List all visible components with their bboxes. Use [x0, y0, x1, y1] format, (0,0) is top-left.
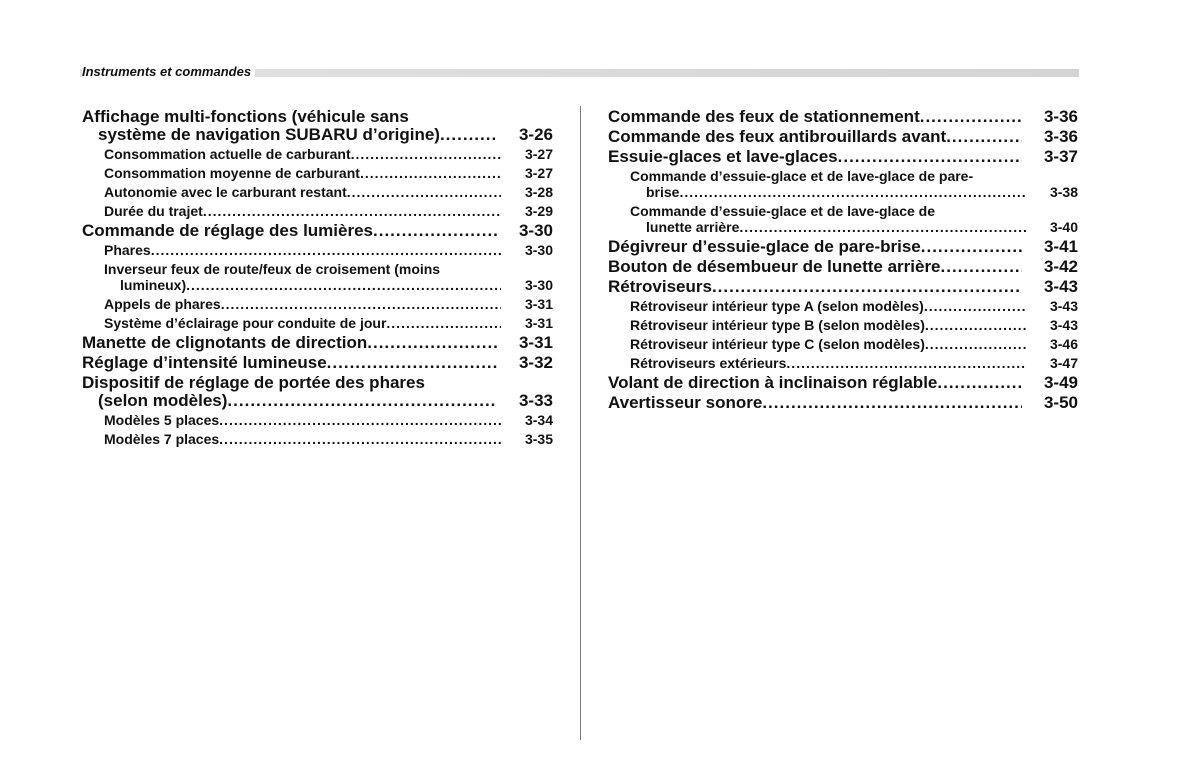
toc-entry[interactable]: [608, 374, 1078, 392]
toc-subentry[interactable]: [608, 317, 1078, 333]
dot-leader: [360, 165, 501, 181]
page-number: 3-30: [524, 277, 553, 293]
toc-entry-text: [608, 108, 1022, 126]
toc-entry[interactable]: [82, 354, 553, 372]
toc-entry-title: Rétroviseur intérieur type C (selon modèles): [630, 336, 925, 352]
page-number: 3-42: [1043, 257, 1078, 276]
toc-entry-title: Rétroviseurs extérieurs: [630, 355, 787, 371]
toc-entry-title: Affichage multi-fonctions (véhicule sans: [82, 108, 409, 126]
page-number: 3-29: [524, 203, 553, 219]
toc-entry-text: [630, 355, 1026, 371]
page-number: 3-36: [1043, 127, 1078, 146]
toc-entry-text: [608, 278, 1022, 296]
page-number: 3-37: [1043, 147, 1078, 166]
dot-leader: [924, 298, 1026, 314]
toc-subentry[interactable]: [82, 184, 553, 200]
page-number: 3-31: [524, 315, 553, 331]
toc-subentry[interactable]: [608, 168, 1078, 200]
toc-entry-text: [630, 336, 1026, 352]
toc-entry[interactable]: [82, 374, 553, 410]
toc-entry-title-continued: brise: [646, 184, 680, 200]
toc-entry-text: [104, 242, 501, 258]
toc-entry[interactable]: [82, 334, 553, 352]
dot-leader: [941, 258, 1022, 276]
toc-column-left: [82, 108, 553, 450]
toc-entry-title: Dégivreur d’essuie-glace de pare-brise: [608, 238, 921, 256]
toc-entry-text: [630, 317, 1026, 333]
toc-entry-text: [630, 203, 1026, 235]
page-number: 3-50: [1043, 393, 1078, 412]
dot-leader: [920, 108, 1022, 126]
page-number: 3-36: [1043, 107, 1078, 126]
toc-entry-title: Inverseur feux de route/feux de croisement (moins: [104, 261, 441, 277]
toc-entry[interactable]: [608, 128, 1078, 146]
toc-column-right: [608, 108, 1078, 414]
dot-leader: [925, 336, 1026, 352]
dot-leader: [925, 317, 1026, 333]
toc-subentry[interactable]: [608, 355, 1078, 371]
toc-entry-text: [104, 315, 501, 331]
page-number: 3-27: [524, 165, 553, 181]
dot-leader: [221, 296, 501, 312]
toc-entry-text: [608, 128, 1022, 146]
page-number: 3-33: [518, 391, 553, 410]
toc-entry-title: Avertisseur sonore: [608, 394, 763, 412]
page-number: 3-47: [1049, 355, 1078, 371]
page-number: 3-38: [1049, 184, 1078, 200]
toc-entry-text: [82, 222, 497, 240]
page-number: 3-46: [1049, 336, 1078, 352]
toc-entry-text: [104, 184, 501, 200]
toc-entry-title: Consommation actuelle de carburant: [104, 146, 351, 162]
toc-entry-title: Modèles 7 places: [104, 431, 220, 447]
toc-entry[interactable]: [82, 108, 553, 144]
page-number: 3-28: [524, 184, 553, 200]
toc-entry-title: Dispositif de réglage de portée des phares: [82, 374, 425, 392]
toc-entry-text: [608, 394, 1022, 412]
dot-leader: [219, 431, 501, 447]
dot-leader: [151, 242, 501, 258]
toc-entry-text: [82, 334, 497, 352]
dot-leader: [679, 184, 1026, 200]
toc-entry[interactable]: [82, 222, 553, 240]
page-number: 3-49: [1043, 373, 1078, 392]
toc-entry-title: Bouton de désembueur de lunette arrière: [608, 258, 941, 276]
toc-entry-title: Réglage d’intensité lumineuse: [82, 354, 327, 372]
toc-entry-text: [104, 146, 501, 162]
toc-entry-title: Rétroviseurs: [608, 278, 712, 296]
dot-leader: [921, 238, 1022, 256]
toc-entry-title: Commande des feux antibrouillards avant: [608, 128, 947, 146]
toc-entry-text: [104, 165, 501, 181]
toc-entry-text: [82, 354, 497, 372]
toc-subentry[interactable]: [82, 296, 553, 312]
toc-entry-title: Commande d’essuie-glace et de lave-glace de pare-: [630, 168, 974, 184]
toc-entry-title: Durée du trajet: [104, 203, 203, 219]
toc-subentry[interactable]: [82, 412, 553, 428]
toc-entry[interactable]: [608, 394, 1078, 412]
toc-entry-title: Appels de phares: [104, 296, 221, 312]
page-number: 3-26: [518, 125, 553, 144]
page-number: 3-27: [524, 146, 553, 162]
toc-entry[interactable]: [608, 238, 1078, 256]
page-number: 3-31: [524, 296, 553, 312]
toc-subentry[interactable]: [82, 242, 553, 258]
dot-leader: [219, 412, 501, 428]
toc-entry-text: [630, 168, 1026, 200]
dot-leader: [712, 278, 1022, 296]
page-number: 3-34: [524, 412, 553, 428]
page-number: 3-35: [524, 431, 553, 447]
dot-leader: [367, 334, 497, 352]
column-divider: [580, 106, 581, 740]
toc-entry-title-continued: lumineux): [120, 277, 187, 293]
dot-leader: [351, 146, 501, 162]
dot-leader: [227, 392, 497, 410]
dot-leader: [186, 277, 501, 293]
toc-subentry[interactable]: [82, 431, 553, 447]
dot-leader: [762, 394, 1022, 412]
toc-entry-text: [104, 412, 501, 428]
toc-entry[interactable]: [608, 258, 1078, 276]
toc-subentry[interactable]: [608, 298, 1078, 314]
toc-subentry[interactable]: [82, 165, 553, 181]
toc-entry[interactable]: [608, 108, 1078, 126]
toc-entry-title: Phares: [104, 242, 151, 258]
toc-subentry[interactable]: [608, 336, 1078, 352]
page-number: 3-32: [518, 353, 553, 372]
page-number: 3-41: [1043, 237, 1078, 256]
toc-entry-text: [104, 261, 501, 293]
toc-entry-text: [104, 431, 501, 447]
toc-entry-text: [608, 148, 1022, 166]
toc-entry-title-continued: lunette arrière: [646, 219, 740, 235]
toc-entry-title: Manette de clignotants de direction: [82, 334, 368, 352]
toc-entry[interactable]: [608, 148, 1078, 166]
page-number: 3-43: [1049, 317, 1078, 333]
toc-entry-text: [82, 374, 497, 410]
toc-entry-title: Essuie-glaces et lave-glaces: [608, 148, 838, 166]
toc-entry-title: Volant de direction à inclinaison réglable: [608, 374, 938, 392]
toc-entry-title: Commande des feux de stationnement: [608, 108, 920, 126]
toc-entry-text: [608, 238, 1022, 256]
toc-entry-text: [82, 108, 497, 144]
toc-subentry[interactable]: [82, 203, 553, 219]
toc-subentry[interactable]: [82, 146, 553, 162]
page-number: 3-30: [524, 242, 553, 258]
toc-entry-text: [104, 203, 501, 219]
dot-leader: [739, 219, 1026, 235]
toc-entry-title: Système d’éclairage pour conduite de jour: [104, 315, 387, 331]
dot-leader: [373, 222, 497, 240]
dot-leader: [946, 128, 1022, 146]
toc-entry-text: [608, 258, 1022, 276]
toc-entry[interactable]: [608, 278, 1078, 296]
toc-entry-title: Rétroviseur intérieur type A (selon modèles): [630, 298, 924, 314]
toc-entry-title: Modèles 5 places: [104, 412, 220, 428]
page-number: 3-30: [518, 221, 553, 240]
dot-leader: [327, 354, 497, 372]
toc-subentry[interactable]: [82, 261, 553, 293]
toc-entry-text: [630, 298, 1026, 314]
dot-leader: [838, 148, 1022, 166]
dot-leader: [440, 126, 497, 144]
page-number: 3-43: [1049, 298, 1078, 314]
toc-entry-title: Rétroviseur intérieur type B (selon modèles): [630, 317, 925, 333]
toc-entry-text: [104, 296, 501, 312]
dot-leader: [786, 355, 1026, 371]
dot-leader: [386, 315, 501, 331]
toc-entry-title: Commande d’essuie-glace et de lave-glace de: [630, 203, 936, 219]
toc-subentry[interactable]: [608, 203, 1078, 235]
toc-entry-text: [608, 374, 1022, 392]
dot-leader: [347, 184, 501, 200]
dot-leader: [937, 374, 1022, 392]
toc-entry-title-continued: (selon modèles): [98, 391, 228, 410]
toc-subentry[interactable]: [82, 315, 553, 331]
dot-leader: [203, 203, 501, 219]
page-number: 3-31: [518, 333, 553, 352]
section-header: Instruments et commandes: [82, 64, 255, 80]
toc-entry-title-continued: système de navigation SUBARU d’origine): [98, 125, 440, 144]
page-number: 3-40: [1049, 219, 1078, 235]
page-number: 3-43: [1043, 277, 1078, 296]
toc-entry-title: Commande de réglage des lumières: [82, 222, 373, 240]
toc-entry-title: Autonomie avec le carburant restant: [104, 184, 347, 200]
toc-entry-title: Consommation moyenne de carburant: [104, 165, 360, 181]
